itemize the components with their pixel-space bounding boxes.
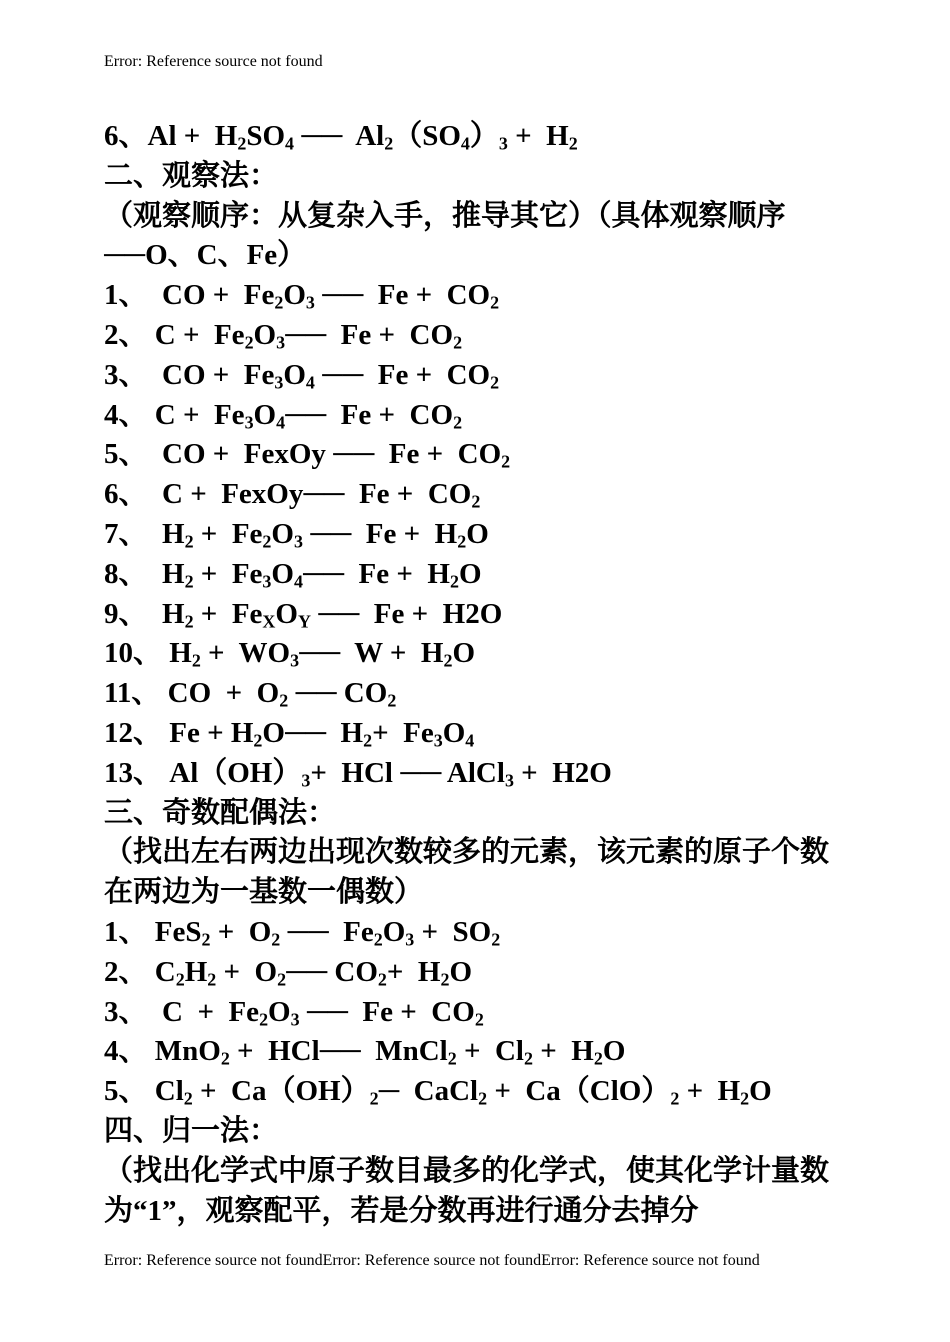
equation-line bbox=[104, 475, 849, 515]
equation-text: + O bbox=[210, 915, 272, 948]
equation-text: O── H bbox=[262, 716, 364, 749]
equation-line bbox=[104, 634, 849, 674]
equation-text: 1、 CO + Fe bbox=[104, 279, 275, 312]
equation-text: + H bbox=[679, 1075, 741, 1108]
subscript: 3 bbox=[244, 412, 254, 433]
subscript: 2 bbox=[447, 1048, 457, 1069]
subscript: 3 bbox=[290, 1009, 300, 1030]
subscript: 2 bbox=[670, 1088, 680, 1109]
subscript: 2 bbox=[175, 969, 185, 990]
equation-text: O bbox=[253, 398, 277, 431]
equation-text: 11、 CO + O bbox=[104, 677, 280, 710]
equation-line bbox=[104, 714, 849, 754]
equation-line bbox=[104, 396, 849, 436]
subscript: 3 bbox=[433, 730, 443, 751]
subscript: 4 bbox=[465, 730, 475, 751]
equation-text: + H bbox=[386, 955, 441, 988]
equation-text: O bbox=[749, 1075, 772, 1108]
equation-text: ── CO bbox=[288, 677, 388, 710]
equation-text: ） bbox=[469, 120, 499, 152]
subscript: 2 bbox=[373, 929, 383, 950]
equation-text: ── Fe + H2O bbox=[310, 597, 503, 630]
equation-text: H bbox=[184, 955, 208, 988]
equation-text: + Fe bbox=[372, 716, 434, 749]
equation-text: ── CO bbox=[286, 955, 378, 988]
equation-text: O bbox=[271, 517, 294, 550]
equation-text: 1、 FeS bbox=[104, 915, 202, 948]
subscript: 2 bbox=[491, 929, 501, 950]
equation-line bbox=[104, 913, 849, 953]
subscript: 2 bbox=[387, 690, 397, 711]
equation-text: 5、 Cl bbox=[104, 1075, 184, 1108]
equation-line bbox=[104, 276, 849, 316]
equation-line bbox=[104, 1072, 849, 1112]
subscript: 2 bbox=[207, 969, 217, 990]
equation-text: ── Fe + CO bbox=[314, 358, 491, 391]
equation-text: O bbox=[452, 637, 476, 670]
subscript: 2 bbox=[501, 451, 511, 472]
equation-text: （SO bbox=[393, 120, 461, 152]
subscript: 3 bbox=[305, 292, 315, 313]
equation-text: + H bbox=[532, 1035, 594, 1068]
equation-line bbox=[104, 993, 849, 1033]
subscript: 4 bbox=[276, 412, 286, 433]
subscript: 2 bbox=[363, 730, 373, 751]
subscript: 2 bbox=[277, 969, 287, 990]
paragraph: （找出化学式中原子数目最多的化学式，使其化学计量数为“1”，观察配平，若是分数再进行通分去掉分 bbox=[104, 1154, 830, 1227]
equation-text: 9、 H bbox=[104, 597, 185, 630]
subscript: 2 bbox=[244, 332, 254, 353]
equation-text: 6、Al + H bbox=[104, 120, 238, 152]
equation-text: O bbox=[275, 597, 298, 630]
equation-line bbox=[104, 674, 849, 714]
equation-text: ─ CaCl bbox=[378, 1075, 479, 1108]
equation-text: ── Al bbox=[294, 120, 385, 152]
equation-line bbox=[104, 316, 849, 356]
subscript: 2 bbox=[740, 1088, 750, 1109]
equation-text: O bbox=[442, 716, 466, 749]
equation-text: + WO bbox=[200, 637, 291, 670]
subscript: 2 bbox=[474, 1009, 484, 1030]
equation-text: ── Fe + CO bbox=[314, 279, 491, 312]
equation-text: ── Fe + H bbox=[302, 557, 450, 590]
subscript: 2 bbox=[271, 929, 281, 950]
equation-text: 8、 H bbox=[104, 557, 185, 590]
equation-text: + Ca（ClO） bbox=[487, 1075, 671, 1108]
subscript: 4 bbox=[305, 372, 315, 393]
subscript: 2 bbox=[237, 133, 247, 154]
equation-text: 4、 MnO bbox=[104, 1035, 221, 1068]
subscript: 2 bbox=[262, 531, 272, 552]
equation-text: + SO bbox=[414, 915, 492, 948]
subscript: 3 bbox=[301, 770, 311, 791]
subscript: 2 bbox=[191, 650, 201, 671]
section-heading: 二、观察法： bbox=[104, 159, 279, 192]
subscript: 3 bbox=[274, 372, 284, 393]
subscript: 2 bbox=[490, 292, 500, 313]
subscript: 4 bbox=[285, 133, 294, 154]
equation-text: ── Fe + CO bbox=[299, 995, 475, 1028]
equation-text: 10、 H bbox=[104, 637, 192, 670]
equation-line bbox=[104, 435, 849, 475]
equation-text: ── W + H bbox=[299, 637, 444, 670]
equation-text: + Ca（OH） bbox=[192, 1075, 370, 1108]
subscript: 4 bbox=[460, 133, 470, 154]
equation-line bbox=[104, 356, 849, 396]
subscript: 4 bbox=[293, 571, 303, 592]
subscript: 3 bbox=[498, 133, 508, 154]
equation-text: 6、 C + FexOy── Fe + CO bbox=[104, 478, 472, 511]
equation-text: + Fe bbox=[193, 517, 263, 550]
subscript: 2 bbox=[471, 491, 481, 512]
equation-text: O bbox=[449, 955, 473, 988]
subscript: 2 bbox=[440, 969, 450, 990]
subscript: 2 bbox=[443, 650, 453, 671]
subscript: 3 bbox=[290, 650, 300, 671]
subscript: 2 bbox=[449, 571, 459, 592]
equation-text: 5、 CO + FexOy ── Fe + CO bbox=[104, 438, 502, 471]
subscript: 2 bbox=[490, 372, 500, 393]
subscript: 2 bbox=[220, 1048, 230, 1069]
subscript: 2 bbox=[524, 1048, 533, 1069]
equation-text: 2、 C bbox=[104, 955, 176, 988]
equation-text: + HCl ── AlCl bbox=[310, 756, 505, 789]
equation-line bbox=[104, 1032, 849, 1072]
subscript: 3 bbox=[262, 571, 272, 592]
subscript: 3 bbox=[276, 332, 286, 353]
document-body bbox=[104, 117, 849, 1231]
subscript: 2 bbox=[274, 292, 284, 313]
paragraph: （观察顺序：从复杂入手，推导其它）（具体观察顺序──O、C、Fe） bbox=[104, 199, 786, 272]
equation-text: 2、 C + Fe bbox=[104, 318, 245, 351]
subscript: 2 bbox=[478, 1088, 488, 1109]
equation-text: O bbox=[283, 358, 306, 391]
subscript: 2 bbox=[259, 1009, 269, 1030]
section-heading: 四、归一法： bbox=[104, 1114, 279, 1147]
subscript: 2 bbox=[568, 133, 578, 154]
page-footer: Error: Reference source not foundError: Reference source not foundError: Reference source not found bbox=[104, 1252, 760, 1269]
subscript: X bbox=[262, 611, 276, 632]
equation-line bbox=[104, 515, 849, 555]
equation-text: O bbox=[268, 995, 291, 1028]
subscript: 2 bbox=[184, 611, 194, 632]
subscript: 2 bbox=[279, 690, 289, 711]
equation-line bbox=[104, 754, 849, 794]
equation-text: 4、 C + Fe bbox=[104, 398, 245, 431]
subscript: 2 bbox=[457, 531, 467, 552]
equation-text: + Cl bbox=[456, 1035, 524, 1068]
equation-text: O bbox=[283, 279, 306, 312]
equation-text: ── Fe + CO bbox=[285, 398, 454, 431]
subscript: 2 bbox=[377, 969, 387, 990]
subscript: 3 bbox=[504, 770, 514, 791]
equation-text: + O bbox=[216, 955, 278, 988]
subscript: 2 bbox=[453, 332, 463, 353]
equation-text: O bbox=[458, 557, 482, 590]
equation-text: 13、 Al（OH） bbox=[104, 756, 302, 789]
equation-text: 7、 H bbox=[104, 517, 185, 550]
subscript: 3 bbox=[293, 531, 303, 552]
page-header: Error: Reference source not found bbox=[104, 53, 323, 70]
subscript: 2 bbox=[184, 531, 194, 552]
subscript: 2 bbox=[183, 1088, 193, 1109]
equation-text: O bbox=[466, 517, 489, 550]
equation-text: ── Fe + CO bbox=[285, 318, 454, 351]
subscript: 2 bbox=[201, 929, 211, 950]
equation-text: 12、 Fe + H bbox=[104, 716, 254, 749]
equation-line bbox=[104, 555, 849, 595]
section-heading: 三、奇数配偶法： bbox=[104, 796, 337, 829]
subscript: 2 bbox=[384, 133, 394, 154]
subscript: 2 bbox=[184, 571, 194, 592]
equation-text: O bbox=[602, 1035, 626, 1068]
paragraph: （找出左右两边出现次数较多的元素，该元素的原子个数在两边为一基数一偶数） bbox=[104, 836, 830, 909]
equation-text: 3、 CO + Fe bbox=[104, 358, 275, 391]
subscript: Y bbox=[297, 611, 311, 632]
equation-text: O bbox=[382, 915, 406, 948]
subscript: 3 bbox=[405, 929, 415, 950]
equation-text: + Fe bbox=[193, 597, 263, 630]
equation-text: + H bbox=[507, 120, 569, 152]
equation-text: + H2O bbox=[513, 756, 612, 789]
equation-line bbox=[104, 953, 849, 993]
equation-text: O bbox=[271, 557, 294, 590]
equation-text: 3、 C + Fe bbox=[104, 995, 260, 1028]
equation-text: ── Fe + H bbox=[302, 517, 458, 550]
equation-text: SO bbox=[246, 120, 286, 152]
subscript: 2 bbox=[453, 412, 463, 433]
equation-text: + Fe bbox=[193, 557, 263, 590]
equation-text: O bbox=[253, 318, 277, 351]
subscript: 2 bbox=[253, 730, 263, 751]
equation-line bbox=[104, 595, 849, 635]
subscript: 2 bbox=[369, 1088, 379, 1109]
subscript: 2 bbox=[593, 1048, 603, 1069]
equation-text: ── Fe bbox=[280, 915, 374, 948]
equation-line bbox=[104, 117, 849, 157]
equation-text: + HCl── MnCl bbox=[229, 1035, 448, 1068]
